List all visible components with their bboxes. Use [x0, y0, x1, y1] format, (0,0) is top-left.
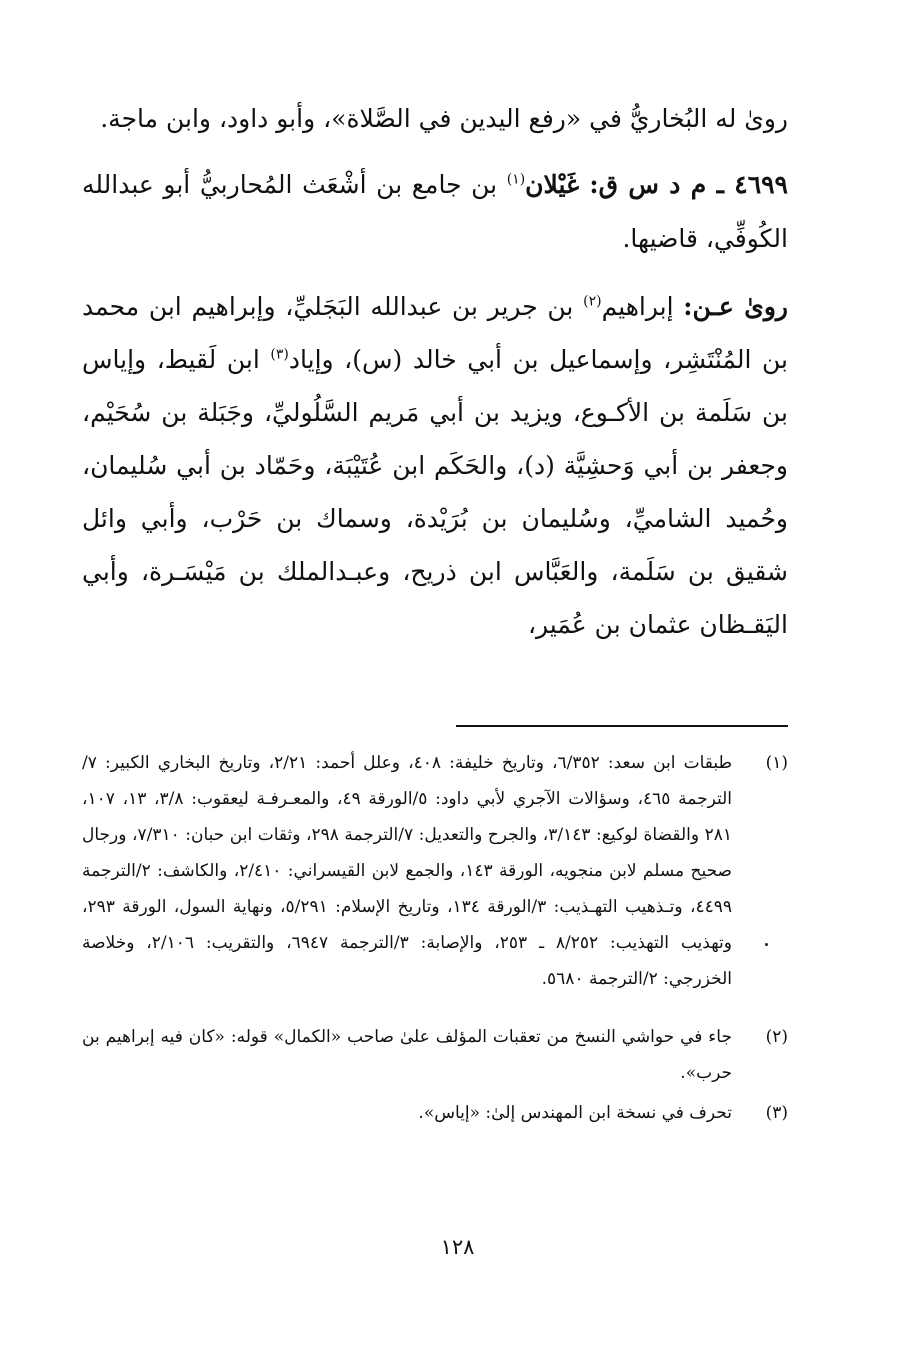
narrator-text-b: بن جرير بن عبدالله البَجَليِّ، وإبراهيم ابن محمد بن المُنْتَشِر، وإسماعيل بن أبي خالد (س)، وإياد — [82, 292, 788, 374]
page-number: ١٢٨ — [440, 1235, 475, 1259]
footnote-text: تحرف في نسخة ابن المهندس إلىٰ: «إياس». — [418, 1103, 732, 1123]
narrated-from-paragraph — [82, 280, 788, 651]
footnote-number: (٣) — [765, 1103, 788, 1123]
footnote-number: (١) — [765, 753, 788, 773]
footnote-ref-2[interactable]: (٢) — [583, 293, 602, 310]
footnote-text: جاء في حواشي النسخ من تعقبات المؤلف علىٰ صاحب «الكمال» قوله: «كان فيه إبراهيم بن حرب». — [82, 1027, 732, 1083]
paragraph-1: رویٰ له البُخاريُّ في «رفع اليدين في الصَّلاة»، وأبو داود، وابن ماجة. — [100, 104, 788, 133]
narrator-text-a: إبراهيم — [601, 292, 684, 321]
narrator-text-c: ابن لَقيط، وإياس بن سَلَمة بن الأكـوع، ويزيد بن أبي مَريم السَّلُوليِّ، وجَبَلة بن سُحَيْم، وجعفر بن أبي وَحشِيَّة (د)، والحَكَم ابن عُتَيْبَة، وحَمّاد بن أبي سُليمان، وحُميد الشاميِّ، وسُليمان بن بُرَيْدة، وسماك بن حَرْب، وأبي وائل شقيق بن سَلَمة، والعَبَّاس ابن ذريح، وعبـدالملك بن مَيْسَـرة، وأبي اليَقـظان عثمان بن عُمَير، — [82, 345, 788, 639]
entry-4699 — [82, 158, 788, 266]
footnote-number: (٢) — [765, 1027, 788, 1047]
main-text — [82, 92, 788, 651]
footnote-2 — [82, 1019, 788, 1091]
footnote-3 — [82, 1095, 788, 1131]
footnote-text: طبقات ابن سعد: ٦/٣٥٢، وتاريخ خليفة: ٤٠٨، وعلل أحمد: ٢/٢١، وتاريخ البخاري الكبير: ٧/الترجمة ٤٦٥، وسؤالات الآجري لأبي داود: ٥/الورقة ٤٩، والمعـرفـة ليعقوب: ٣/٨، ١٣، ١٠٧، ٢٨١ والقضاة لوكيع: ٣/١٤٣، والجرح والتعديل: ٧/الترجمة ٢٩٨، وثقات ابن حبان: ٧/٣١٠، ورجال صحيح مسلم لابن منجويه، الورقة ١٤٣، والجمع لابن القيسراني: ٢/٤١٠، والكاشف: ٢/الترجمة ٤٤٩٩، وتـذهيب التهـذيب: ٣/الورقة ١٣٤، وتاريخ الإسلام: ٥/٢٩١، ونهاية السول، الورقة ٢٩٣، وتهذيب التهذيب: ٨/٢٥٢ ـ ٢٥٣، والإصابة: ٣/الترجمة ٦٩٤٧، والتقريب: ٢/١٠٦، وخلاصة الخزرجي: ٢/الترجمة ٥٦٨٠. — [82, 753, 733, 989]
footnote-divider — [456, 725, 788, 727]
entry-heading-rest: بن جامع بن أشْعَث المُحاربيُّ أبو عبدالله الكُوفِّي، قاضيها. — [82, 170, 788, 253]
footnotes — [82, 745, 788, 1131]
footnote-1 — [82, 745, 788, 997]
footnote-ref-3[interactable]: (٣) — [270, 346, 289, 363]
scan-speck — [765, 943, 768, 946]
narrated-from-label: رویٰ عـن: — [683, 292, 788, 321]
entry-heading: ٤٦٩٩ ـ م د س ق: غَيْلان — [525, 170, 788, 199]
footnote-ref-1[interactable]: (١) — [506, 171, 526, 188]
